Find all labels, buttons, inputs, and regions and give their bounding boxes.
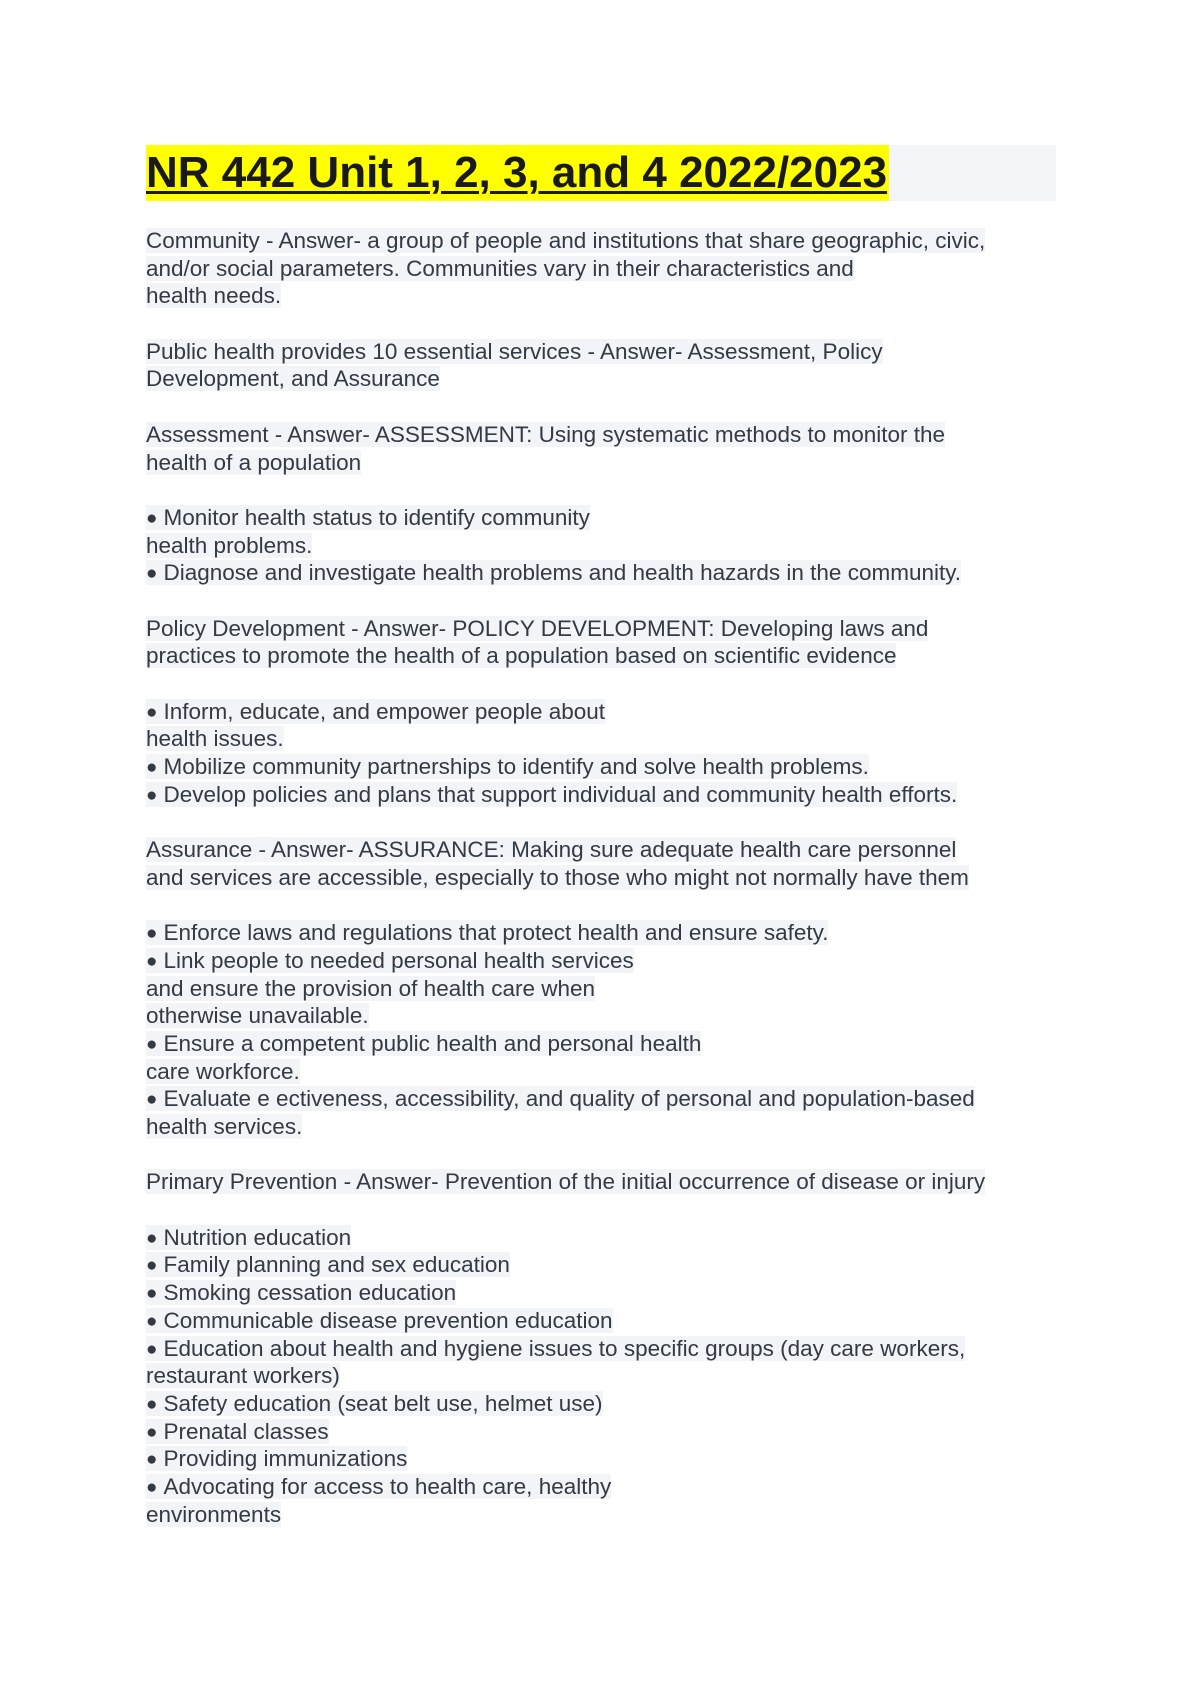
- line-text: ● Inform, educate, and empower people about: [146, 699, 605, 724]
- line-text: ● Monitor health status to identify community: [146, 505, 590, 530]
- bullet-item: [146, 559, 1056, 587]
- title-band: [146, 145, 1056, 201]
- document-title: NR 442 Unit 1, 2, 3, and 4 2022/2023: [146, 145, 889, 201]
- text-line: [146, 282, 1056, 310]
- text-line: [146, 836, 1056, 864]
- line-text: otherwise unavailable.: [146, 1003, 369, 1029]
- line-text: ● Family planning and sex education: [146, 1252, 510, 1277]
- text-line: [146, 642, 1056, 670]
- line-text: Primary Prevention - Answer- Prevention of the initial occurrence of disease or injury: [146, 1169, 986, 1195]
- line-text: practices to promote the health of a population based on scientific evidence: [146, 643, 897, 669]
- text-line: [146, 864, 1056, 892]
- text-line: [146, 227, 1056, 255]
- line-text: restaurant workers): [146, 1363, 340, 1389]
- line-text: Assessment - Answer- ASSESSMENT: Using systematic methods to monitor the: [146, 421, 946, 447]
- section-policy-development: [146, 615, 1056, 670]
- section-assessment-list: [146, 504, 1056, 587]
- bullet-item: [146, 698, 1056, 726]
- bullet-item: [146, 1307, 1056, 1335]
- line-text: ● Evaluate e ectiveness, accessibility, and quality of personal and population-based: [146, 1086, 975, 1111]
- section-primary-prevention-list: [146, 1224, 1056, 1529]
- text-line: [146, 449, 1056, 477]
- section-assurance: [146, 836, 1056, 891]
- line-text: ● Providing immunizations: [146, 1446, 407, 1471]
- text-line: [146, 532, 1056, 560]
- text-line: [146, 615, 1056, 643]
- section-public-health-services: [146, 338, 1056, 393]
- line-text: Public health provides 10 essential services - Answer- Assessment, Policy: [146, 338, 883, 364]
- text-line: [146, 338, 1056, 366]
- bullet-item: [146, 1418, 1056, 1446]
- line-text: and ensure the provision of health care when: [146, 975, 596, 1001]
- text-line: [146, 975, 1056, 1003]
- bullet-item: [146, 781, 1056, 809]
- line-text: ● Ensure a competent public health and personal health: [146, 1031, 701, 1056]
- line-text: health needs.: [146, 283, 282, 309]
- section-community: [146, 227, 1056, 310]
- line-text: ● Education about health and hygiene issues to specific groups (day care workers,: [146, 1336, 965, 1361]
- line-text: and services are accessible, especially to those who might not normally have them: [146, 864, 969, 890]
- line-text: health issues.: [146, 726, 284, 752]
- text-line: [146, 1058, 1056, 1086]
- line-text: ● Smoking cessation education: [146, 1280, 456, 1305]
- line-text: ● Advocating for access to health care, healthy: [146, 1474, 611, 1499]
- line-text: health problems.: [146, 532, 313, 558]
- line-text: ● Diagnose and investigate health problems and health hazards in the community.: [146, 560, 961, 585]
- text-line: [146, 365, 1056, 393]
- line-text: Assurance - Answer- ASSURANCE: Making sure adequate health care personnel: [146, 837, 957, 863]
- bullet-item: [146, 1390, 1056, 1418]
- bullet-item: [146, 1030, 1056, 1058]
- text-line: [146, 1362, 1056, 1390]
- line-text: Policy Development - Answer- POLICY DEVELOPMENT: Developing laws and: [146, 615, 929, 641]
- section-policy-list: [146, 698, 1056, 809]
- line-text: ● Enforce laws and regulations that protect health and ensure safety.: [146, 920, 828, 945]
- line-text: ● Mobilize community partnerships to identify and solve health problems.: [146, 754, 869, 779]
- section-assessment: [146, 421, 1056, 476]
- bullet-item: [146, 947, 1056, 975]
- text-line: [146, 1002, 1056, 1030]
- text-line: [146, 1168, 1056, 1196]
- line-text: environments: [146, 1501, 282, 1527]
- text-line: [146, 1113, 1056, 1141]
- bullet-item: [146, 1335, 1056, 1363]
- bullet-item: [146, 504, 1056, 532]
- bullet-item: [146, 753, 1056, 781]
- text-line: [146, 725, 1056, 753]
- line-text: ● Nutrition education: [146, 1225, 351, 1250]
- line-text: ● Safety education (seat belt use, helmet use): [146, 1391, 603, 1416]
- line-text: and/or social parameters. Communities vary in their characteristics and: [146, 255, 854, 281]
- line-text: health services.: [146, 1114, 303, 1139]
- text-line: [146, 255, 1056, 283]
- line-text: ● Link people to needed personal health services: [146, 948, 634, 973]
- text-line: [146, 421, 1056, 449]
- line-text: ● Communicable disease prevention education: [146, 1308, 613, 1333]
- document-body: [146, 227, 1056, 1528]
- bullet-item: [146, 1251, 1056, 1279]
- section-assurance-list: [146, 919, 1056, 1141]
- bullet-item: [146, 919, 1056, 947]
- line-text: Development, and Assurance: [146, 366, 440, 392]
- bullet-item: [146, 1279, 1056, 1307]
- line-text: ● Develop policies and plans that support individual and community health efforts.: [146, 782, 957, 807]
- line-text: Community - Answer- a group of people and institutions that share geographic, civic,: [146, 228, 986, 253]
- section-primary-prevention: [146, 1168, 1056, 1196]
- bullet-item: [146, 1224, 1056, 1252]
- line-text: care workforce.: [146, 1058, 300, 1084]
- text-line: [146, 1501, 1056, 1529]
- line-text: ● Prenatal classes: [146, 1419, 329, 1444]
- bullet-item: [146, 1085, 1056, 1113]
- bullet-item: [146, 1445, 1056, 1473]
- document-page: [146, 145, 1056, 1556]
- bullet-item: [146, 1473, 1056, 1501]
- line-text: health of a population: [146, 449, 362, 475]
